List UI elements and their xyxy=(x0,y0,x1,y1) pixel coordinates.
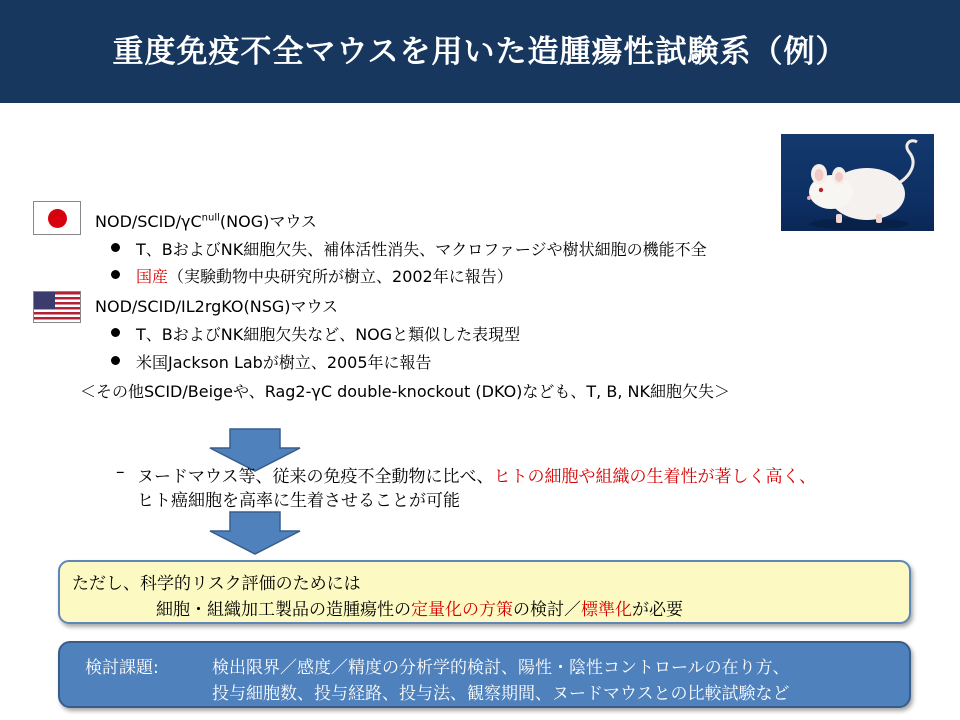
bullet-dot xyxy=(111,270,120,279)
bullet-dot xyxy=(111,356,120,365)
caveat-box xyxy=(58,560,911,624)
slide-title: 重度免疫不全マウスを用いた造腫瘍性試験系（例） xyxy=(112,34,848,70)
caveat-line-1: ただし、科学的リスク評価のためには xyxy=(72,574,361,594)
other-strains-note: ＜その他SCID/Beigeや、Rag2-γC double-knockout (DKO)なども、T, B, NK細胞欠失＞ xyxy=(80,382,730,401)
nog-bullet-1: T、BおよびNK細胞欠失、補体活性消失、マクロファージや樹状細胞の機能不全 xyxy=(136,240,707,259)
nsg-bullet-2: 米国Jackson Labが樹立、2005年に報告 xyxy=(136,353,432,372)
flag-canton xyxy=(34,292,55,309)
conclusion-line-1-black: ヌードマウス等、従来の免疫不全動物に比べ、 xyxy=(137,467,494,487)
caveat-standardization: 標準化 xyxy=(581,600,632,620)
down-arrow-icon xyxy=(208,511,302,555)
conclusion-line-1-red: ヒトの細胞や組織の生着性が著しく高く、 xyxy=(493,467,817,487)
nog-heading xyxy=(95,209,317,232)
nog-name-sup: null xyxy=(201,212,220,224)
conclusion-line-1 xyxy=(137,462,816,487)
conclusion-line-2: ヒト癌細胞を高率に生着させることが可能 xyxy=(137,491,460,511)
issues-line-1: 検出限界／感度／精度の分析学的検討、陽性・陰性コントロールの在り方、 xyxy=(212,658,790,678)
bullet-dot xyxy=(111,243,120,252)
nog-bullet-2-rest: （実験動物中央研究所が樹立、2002年に報告） xyxy=(168,267,513,286)
nog-domestic-label: 国産 xyxy=(136,267,169,286)
usa-flag-icon xyxy=(33,291,81,323)
caveat-line-2-c: が必要 xyxy=(632,600,683,620)
nsg-heading: NOD/SCID/IL2rgKO(NSG)マウス xyxy=(95,297,339,316)
caveat-line-2-b: の検討／ xyxy=(513,600,581,620)
caveat-quantification: 定量化の方策 xyxy=(411,600,513,620)
caveat-line-2 xyxy=(156,595,683,620)
issues-line-2: 投与細胞数、投与経路、投与法、観察期間、ヌードマウスとの比較試験など xyxy=(212,684,790,704)
japan-flag-icon xyxy=(33,201,81,235)
issues-box xyxy=(58,641,911,708)
nog-name-pre: NOD/SCID/γC xyxy=(95,212,202,231)
caveat-line-2-a: 細胞・組織加工製品の造腫瘍性の xyxy=(156,600,411,620)
nog-bullet-2 xyxy=(136,264,513,287)
conclusion-dash: – xyxy=(116,462,125,482)
nsg-bullet-1: T、BおよびNK細胞欠失など、NOGと類似した表現型 xyxy=(136,325,521,344)
flag-sun xyxy=(48,209,67,228)
issues-label: 検討課題: xyxy=(85,658,159,678)
mouse-photo xyxy=(781,134,934,231)
bullet-dot xyxy=(111,328,120,337)
nog-name-post: (NOG)マウス xyxy=(219,212,317,231)
mouse-illustration xyxy=(781,134,934,231)
